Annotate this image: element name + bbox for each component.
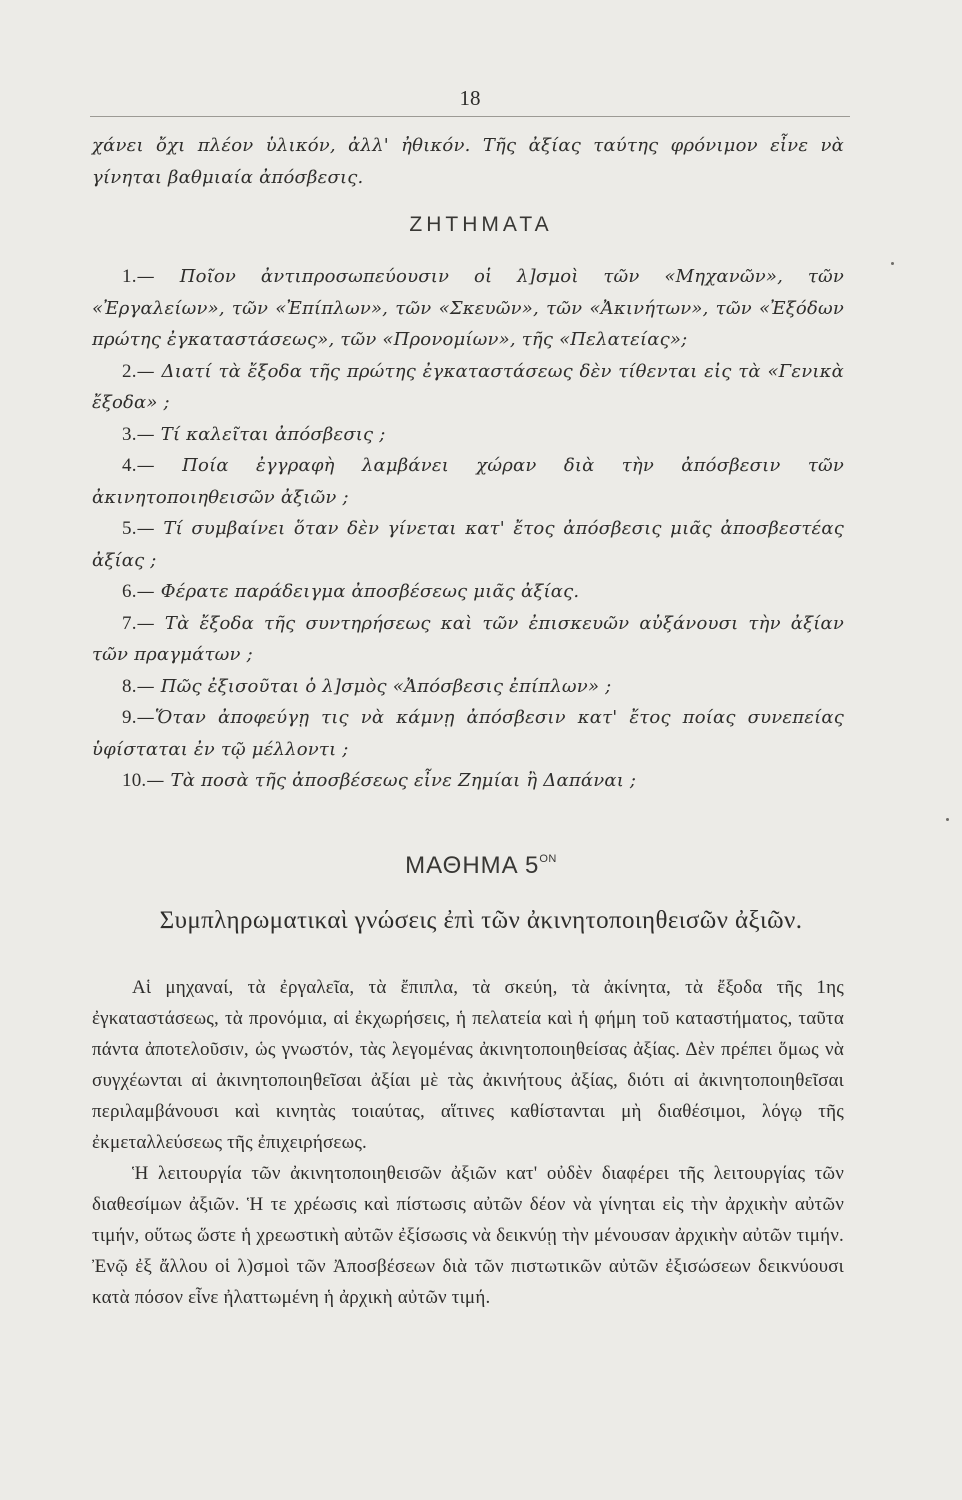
question-item: 6.— Φέρατε παράδειγμα ἀποσβέσεως μιᾶς ἀξίας.: [92, 576, 844, 608]
lesson-heading: [0, 852, 962, 880]
question-number: 2.: [122, 360, 137, 382]
section-heading: [0, 907, 962, 935]
question-text: Διατί τὰ ἔξοδα τῆς πρώτης ἐγκαταστάσεως δὲν τίθενται εἰς τὰ «Γενικὰ ἔξοδα» ;: [92, 360, 844, 413]
question-number: 1.: [122, 266, 137, 287]
question-item: 10.— Τὰ ποσὰ τῆς ἀποσβέσεως εἶνε Ζημίαι ἢ Δαπάναι ;: [92, 765, 844, 797]
lesson-body: [92, 972, 844, 1313]
question-number: 10.: [122, 770, 147, 791]
lesson-title-suffix: ΟΝ: [539, 853, 557, 865]
questions-list: [92, 261, 844, 797]
intro-text: χάνει ὄχι πλέον ὑλικόν, ἀλλ' ἠθικόν. Τῆς ἀξίας ταύτης φρόνιμον εἶνε νὰ γίνηται βαθμιαία ἀπόσβεσις.: [92, 135, 844, 188]
question-text: Φέρατε παράδειγμα ἀποσβέσεως μιᾶς ἀξίας.: [160, 581, 580, 602]
question-text: Ὅταν ἀποφεύγῃ τις νὰ κάμνῃ ἀπόσβεσιν κατ' ἔτος ποίας συνεπείας ὑφίσταται ἐν τῷ μέλλοντι ;: [92, 707, 844, 760]
body-paragraph: Αἱ μηχαναί, τὰ ἐργαλεῖα, τὰ ἔπιπλα, τὰ σκεύη, τὰ ἀκίνητα, τὰ ἔξοδα τῆς 1ης ἐγκαταστάσεως, τὰ προνόμια, αἱ ἐκχωρήσεις, ἡ πελατεία καὶ ἡ φήμη τοῦ καταστήματος, ταῦτα πάντα ἀποτελοῦσιν, ὡς γνωστόν, τὰς λεγομένας ἀκινητοποιηθείσας ἀξίας. Δὲν πρέπει ὅμως νὰ συγχέωνται αἱ ἀκινητοποιηθεῖσαι ἀξίαι μὲ τὰς ἀκινήτους ἀξίας, διότι αἱ ἀκινητοποιηθεῖσαι περιλαμβάνουσι καὶ κινητὰς τοιαύτας, αἵτινες καθίστανται μὴ διαθέσιμοι, λόγῳ τῆς ἐκμεταλλεύσεως τῆς ἐπιχειρήσεως.: [92, 977, 844, 1153]
page-number: 18: [459, 86, 481, 110]
header-divider: [90, 116, 850, 117]
question-text: Τί καλεῖται ἀπόσβεσις ;: [160, 423, 386, 445]
question-text: Πῶς ἐξισοῦται ὁ λ]σμὸς «Ἀπόσβεσις ἐπίπλων» ;: [160, 675, 612, 697]
print-speck: [946, 818, 949, 821]
question-item: 3.— Τί καλεῖται ἀπόσβεσις ;: [92, 419, 844, 451]
question-text: Ποῖον ἀντιπροσωπεύουσιν οἱ λ]σμοὶ τῶν «Μηχανῶν», τῶν «Ἐργαλείων», τῶν «Ἐπίπλων», τῶν «Σκευῶν», τῶν «Ἀκινήτων», τῶν «Ἐξόδων πρώτης ἐγκαταστάσεως», τῶν «Προνομίων», τῆς «Πελατείας»;: [92, 266, 844, 350]
print-speck: [891, 262, 894, 265]
question-number: 4.: [122, 455, 137, 476]
question-item: 9.—Ὅταν ἀποφεύγῃ τις νὰ κάμνῃ ἀπόσβεσιν κατ' ἔτος ποίας συνεπείας ὑφίσταται ἐν τῷ μέλλοντι ;: [92, 707, 844, 760]
lesson-title: ΜΑΘΗΜΑ 5: [405, 852, 540, 879]
question-item: 8.— Πῶς ἐξισοῦται ὁ λ]σμὸς «Ἀπόσβεσις ἐπίπλων» ;: [92, 671, 844, 703]
question-number: 8.: [122, 675, 137, 697]
question-number: 7.: [122, 612, 137, 634]
question-text: Τί συμβαίνει ὅταν δὲν γίνεται κατ' ἔτος ἀπόσβεσις μιᾶς ἀποσβεστέας ἀξίας ;: [92, 518, 844, 571]
question-number: 5.: [122, 518, 137, 539]
intro-paragraph: [92, 130, 844, 193]
question-number: 3.: [122, 423, 137, 445]
body-paragraph: Ἡ λειτουργία τῶν ἀκινητοποιηθεισῶν ἀξιῶν κατ' οὐδὲν διαφέρει τῆς λειτουργίας τῶν διαθεσίμων ἀξιῶν. Ἡ τε χρέωσις καὶ πίστωσις αὐτῶν δέον νὰ γίνηται εἰς τὴν ἀρχικὴν αὐτῶν τιμήν, οὕτως ὥστε ἡ χρεωστικὴ αὐτῶν ἐξίσωσις νὰ δεικνύῃ τὴν μένουσαν ἀρχικὴν αὐτῶν τιμήν. Ἐνῷ ἐξ ἄλλου οἱ λ)σμοὶ τῶν Ἀποσβέσεων διὰ τῶν πιστωτικῶν αὐτῶν ἐξισώσεων δεικνύουσι κατὰ πόσον εἶνε ἠλαττωμένη ἡ ἀρχικὴ αὐτῶν τιμή.: [92, 1163, 844, 1308]
question-text: Τὰ ποσὰ τῆς ἀποσβέσεως εἶνε Ζημίαι ἢ Δαπάναι ;: [170, 770, 637, 791]
question-text: Ποία ἐγγραφὴ λαμβάνει χώραν διὰ τὴν ἀπόσβεσιν τῶν ἀκινητοποιηθεισῶν ἀξιῶν ;: [92, 455, 845, 508]
question-item: 4.— Ποία ἐγγραφὴ λαμβάνει χώραν διὰ τὴν ἀπόσβεσιν τῶν ἀκινητοποιηθεισῶν ἀξιῶν ;: [92, 455, 845, 508]
section-title: Συμπληρωματικαὶ γνώσεις ἐπὶ τῶν ἀκινητοποιηθεισῶν ἀξιῶν.: [159, 907, 803, 934]
questions-heading: ΖΗΤΗΜΑΤΑ: [409, 213, 553, 236]
question-item: 5.— Τί συμβαίνει ὅταν δὲν γίνεται κατ' ἔτος ἀπόσβεσις μιᾶς ἀποσβεστέας ἀξίας ;: [92, 518, 844, 571]
question-item: 2.— Διατί τὰ ἔξοδα τῆς πρώτης ἐγκαταστάσεως δὲν τίθενται εἰς τὰ «Γενικὰ ἔξοδα» ;: [92, 360, 844, 413]
question-item: 1.— Ποῖον ἀντιπροσωπεύουσιν οἱ λ]σμοὶ τῶν «Μηχανῶν», τῶν «Ἐργαλείων», τῶν «Ἐπίπλων», τῶν «Σκευῶν», τῶν «Ἀκινήτων», τῶν «Ἐξόδων πρώτης ἐγκαταστάσεως», τῶν «Προνομίων», τῆς «Πελατείας»;: [92, 266, 844, 350]
question-number: 6.: [122, 581, 137, 602]
question-number: 9.: [122, 707, 137, 728]
question-text: Τὰ ἔξοδα τῆς συντηρήσεως καὶ τῶν ἐπισκευῶν αὐξάνουσι τὴν ἀξίαν τῶν πραγμάτων ;: [92, 612, 844, 665]
question-item: 7.— Τὰ ἔξοδα τῆς συντηρήσεως καὶ τῶν ἐπισκευῶν αὐξάνουσι τὴν ἀξίαν τῶν πραγμάτων ;: [92, 612, 844, 665]
